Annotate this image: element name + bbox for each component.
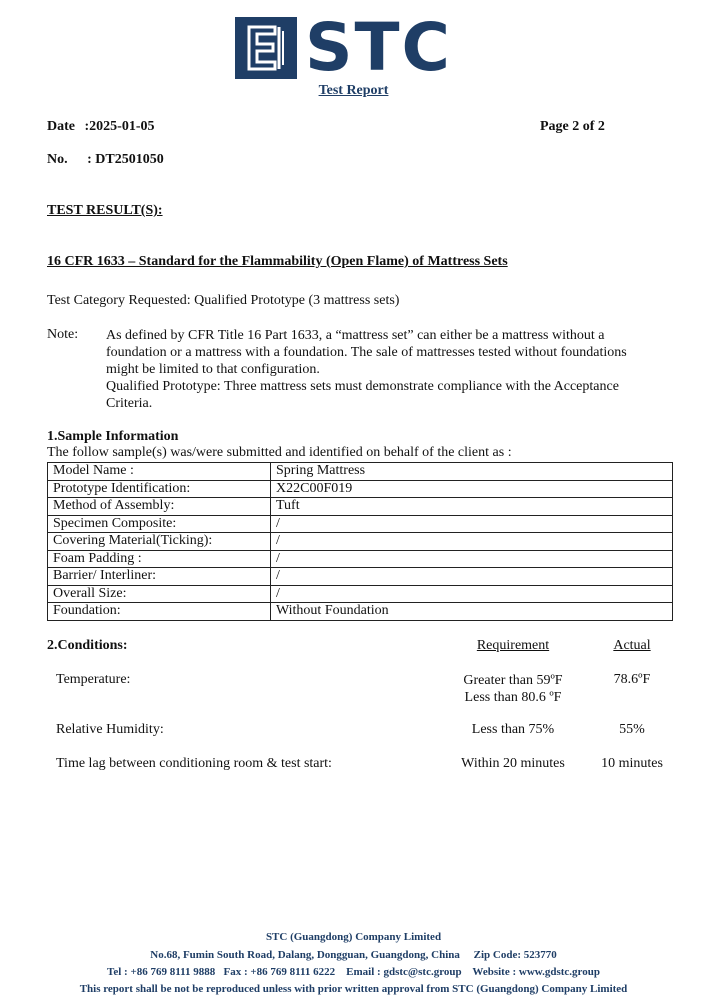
note-line: might be limited to that configuration.	[106, 362, 320, 377]
footer-address: No.68, Fumin South Road, Dalang, Dongguan, Guangdong, China Zip Code: 523770	[150, 949, 557, 961]
sample-info-intro: The follow sample(s) was/were submitted and identified on behalf of the client as :	[47, 445, 512, 460]
note-body	[106, 327, 686, 412]
table-cell-value: X22C00F019	[271, 480, 673, 498]
note-line: Qualified Prototype: Three mattress sets must demonstrate compliance with the Acceptance	[106, 379, 619, 394]
date-value: :2025-01-05	[84, 119, 155, 134]
date-row	[47, 119, 155, 135]
temperature-label: Temperature:	[56, 672, 131, 687]
table-cell-value: /	[271, 585, 673, 603]
table-row	[48, 533, 673, 551]
table-cell-value: Spring Mattress	[271, 463, 673, 481]
table-cell-label: Specimen Composite:	[48, 515, 271, 533]
table-cell-label: Prototype Identification:	[48, 480, 271, 498]
table-cell-value: Without Foundation	[271, 603, 673, 621]
temperature-req-max: Less than 80.6 ºF	[464, 690, 562, 705]
conditions-heading: 2.Conditions:	[47, 638, 128, 653]
timelag-actual: 10 minutes	[601, 756, 663, 771]
footer-contact: Tel : +86 769 8111 9888 Fax : +86 769 8111 6222 Email : gdstc@stc.group Website : www.gdstc.group	[107, 966, 600, 978]
requirement-header: Requirement	[476, 638, 550, 653]
table-row	[48, 480, 673, 498]
table-cell-label: Barrier/ Interliner:	[48, 568, 271, 586]
footer-company: STC (Guangdong) Company Limited	[265, 931, 442, 943]
table-cell-label: Overall Size:	[48, 585, 271, 603]
sample-info-table	[47, 462, 673, 621]
timelag-label: Time lag between conditioning room & test start:	[56, 756, 332, 771]
test-results-heading: TEST RESULT(S):	[47, 203, 163, 218]
table-row	[48, 515, 673, 533]
humidity-actual: 55%	[619, 722, 645, 737]
temperature-requirement	[430, 672, 596, 706]
company-logo	[235, 9, 470, 86]
actual-header: Actual	[613, 638, 651, 653]
logo-wordmark: STC	[305, 9, 452, 86]
standard-heading: 16 CFR 1633 – Standard for the Flammability (Open Flame) of Mattress Sets	[47, 254, 508, 269]
report-no-label: No.	[47, 152, 68, 167]
table-cell-label: Foam Padding :	[48, 550, 271, 568]
table-cell-label: Model Name :	[48, 463, 271, 481]
table-row	[48, 463, 673, 481]
table-row	[48, 585, 673, 603]
report-no-row	[47, 152, 164, 168]
sample-info-heading: 1.Sample Information	[47, 429, 179, 444]
table-cell-value: Tuft	[271, 498, 673, 516]
note-line: foundation or a mattress with a foundation. The sale of mattresses tested without foundations	[106, 345, 627, 360]
humidity-label: Relative Humidity:	[56, 722, 164, 737]
temperature-req-min: Greater than 59ºF	[463, 673, 563, 688]
note-label: Note:	[47, 327, 79, 342]
table-row	[48, 550, 673, 568]
table-cell-label: Foundation:	[48, 603, 271, 621]
table-cell-value: /	[271, 568, 673, 586]
timelag-requirement: Within 20 minutes	[461, 756, 565, 771]
table-row	[48, 603, 673, 621]
footer-disclaimer: This report shall be not be reproduced unless with prior written approval from STC (Guangdong) Company Limited	[79, 983, 628, 995]
temperature-actual: 78.6ºF	[613, 672, 651, 687]
table-cell-label: Method of Assembly:	[48, 498, 271, 516]
table-row	[48, 498, 673, 516]
humidity-requirement: Less than 75%	[471, 722, 555, 737]
logo-emblem	[235, 17, 297, 79]
table-cell-value: /	[271, 515, 673, 533]
note-line: As defined by CFR Title 16 Part 1633, a “mattress set” can either be a mattress without a	[106, 328, 605, 343]
report-no-value: : DT2501050	[87, 152, 164, 167]
test-category: Test Category Requested: Qualified Prototype (3 mattress sets)	[47, 293, 400, 308]
note-line: Criteria.	[106, 396, 153, 411]
report-title: Test Report	[318, 83, 389, 98]
table-cell-label: Covering Material(Ticking):	[48, 533, 271, 551]
table-row	[48, 568, 673, 586]
page-number: Page 2 of 2	[540, 119, 605, 134]
date-label: Date	[47, 119, 75, 134]
table-cell-value: /	[271, 533, 673, 551]
table-cell-value: /	[271, 550, 673, 568]
